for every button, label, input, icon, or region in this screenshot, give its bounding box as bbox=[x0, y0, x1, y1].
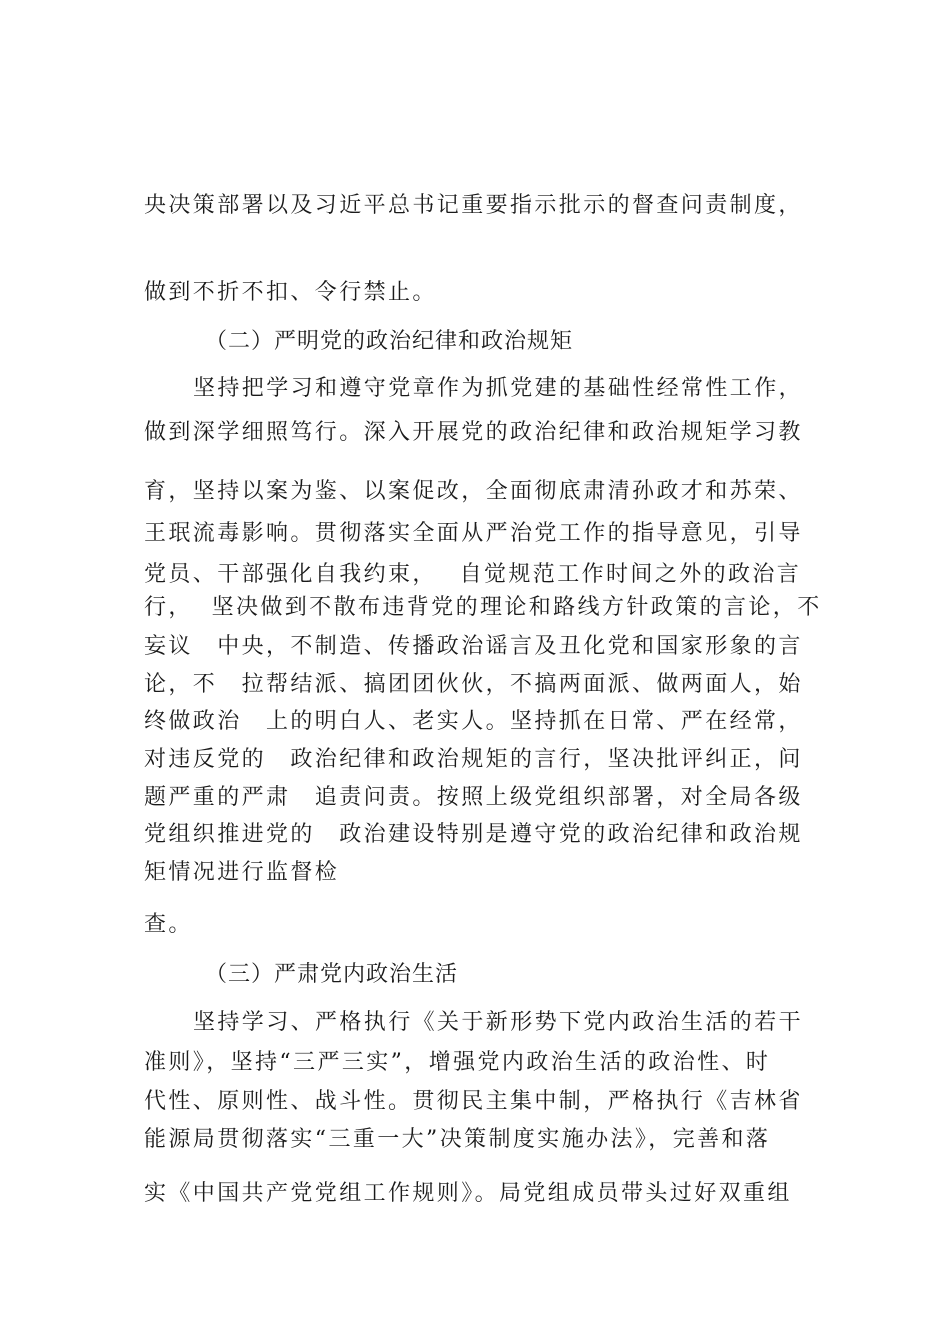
section-heading-2: （二）严明党的政治纪律和政治规矩 bbox=[205, 329, 574, 354]
text-line: 对违反党的 政治纪律和政治规矩的言行，坚决批评纠正，问 bbox=[144, 747, 803, 772]
text-line: 坚持把学习和遵守党章作为抓党建的基础性经常性工作， bbox=[193, 376, 804, 401]
text-line: 妄议 中央，不制造、传播政治谣言及丑化党和国家形象的言 bbox=[144, 634, 803, 659]
text-line: 育，坚持以案为鉴、以案促改，全面彻底肃清孙政才和苏荣、 bbox=[144, 479, 803, 504]
text-line: 党组织推进党的 政治建设特别是遵守党的政治纪律和政治规 bbox=[144, 822, 803, 847]
text-line: 矩情况进行监督检 bbox=[144, 860, 340, 885]
text-line: 王珉流毒影响。贯彻落实全面从严治党工作的指导意见，引导 bbox=[144, 521, 803, 546]
text-line: 央决策部署以及习近平总书记重要指示批示的督查问责制度， bbox=[144, 193, 803, 218]
text-line: 做到不折不扣、令行禁止。 bbox=[144, 280, 437, 305]
text-line: 实《中国共产党党组工作规则》。局党组成员带头过好双重组 bbox=[144, 1181, 792, 1206]
text-line: 查。 bbox=[144, 912, 193, 937]
text-line: 准则》，坚持“三严三实”，增强党内政治生活的政治性、时 bbox=[144, 1050, 771, 1075]
text-line: 题严重的严肃 追责问责。按照上级党组织部署，对全局各级 bbox=[144, 785, 803, 810]
text-line: 党员、干部强化自我约束， 自觉规范工作时间之外的政治言 bbox=[144, 562, 802, 587]
section-heading-3: （三）严肃党内政治生活 bbox=[205, 962, 459, 987]
text-line: 终做政治 上的明白人、老实人。坚持抓在日常、严在经常， bbox=[144, 709, 803, 734]
text-line: 坚持学习、严格执行《关于新形势下党内政治生活的若干 bbox=[193, 1010, 804, 1035]
text-line: 行， 坚决做到不散布违背党的理论和路线方针政策的言论，不 bbox=[144, 595, 822, 620]
text-line: 论，不 拉帮结派、搞团团伙伙，不搞两面派、做两面人，始 bbox=[144, 672, 803, 697]
text-line: 做到深学细照笃行。深入开展党的政治纪律和政治规矩学习教 bbox=[144, 420, 803, 445]
text-line: 能源局贯彻落实“三重一大”决策制度实施办法》，完善和落 bbox=[144, 1127, 771, 1152]
text-line: 代性、原则性、战斗性。贯彻民主集中制，严格执行《吉林省 bbox=[144, 1089, 803, 1114]
